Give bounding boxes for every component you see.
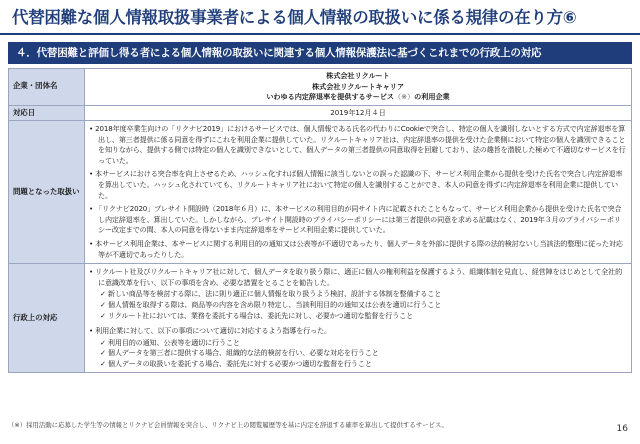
issue-paragraph: • 本サービスにおける突合率を向上させるため、ハッシュ化すれば個人情報に該当しないとの誤った認識の下、サービス利用企業から提供を受けた氏名で突合し内定辞退率を算出していた。ハッシュ化されていても、リクルートキャリア社において特定の個人を識別することができ、本人の同意を得ずに内定辞退率を利用企業に提供していた。 — [89, 169, 623, 200]
page-number: 16 — [616, 424, 628, 434]
page-title: 代替困難な個人情報取扱事業者による個人情報の取扱いに係る規律の在り方⑥ — [12, 8, 577, 27]
table-row — [9, 69, 632, 106]
actions-cell — [85, 264, 632, 372]
action-item: ✓ 利用目的の通知、公表等を適切に行うこと — [100, 337, 240, 347]
section-heading: ４．代替困難と評価し得る者による個人情報の取扱いに関連する個人情報保護法に基づくこれまでの行政上の対応 — [8, 42, 632, 64]
footnote: （※）採用活動に応募した学生等の情報とリクナビ会員情報を突合し、リクナビ上の閲覧履歴等を基に内定を辞退する確率を算出して提供するサービス。 — [8, 421, 448, 429]
action-item: ✓ リクルート社においては、業務を委託する場合は、委託先に対し、必要かつ適切な監督を行うこと — [100, 310, 414, 320]
action-intro-2: • 利用企業に対して、以下の事項について適切に対応するよう指導を行った。 — [89, 326, 331, 336]
table-row — [9, 264, 632, 372]
issues-cell — [85, 121, 632, 264]
table-row — [9, 105, 632, 121]
row-label-date: 対応日 — [9, 105, 85, 121]
company-name-2: 株式会社リクルートキャリア — [312, 81, 404, 91]
company-name-1: 株式会社リクルート — [326, 71, 390, 80]
company-name-3: いわゆる内定辞退率を提供するサービス（※）の利用企業 — [266, 92, 450, 101]
action-item: ✓ 個人情報を取得する際は、商品等の内容を含め限り特定し、当該利用目的の通知又は公表を適切に行うこと — [100, 300, 442, 309]
title-divider — [0, 33, 640, 35]
company-cell — [85, 69, 632, 106]
action-item: ✓ 新しい商品等を検討する際に、法に則り適正に個人情報を取り扱うよう検討、設計する体制を整備すること — [100, 289, 442, 299]
action-item: ✓ 個人データの取扱いを委託する場合、委託先に対する必要かつ適切な監督を行うこと — [100, 358, 372, 368]
issue-paragraph: • 「リクナビ2020」プレサイト開設時（2018年６月）に、本サービスの利用目的が同サイト内に記載されたこともなって、サービス利用企業から提供を受けた氏名で突合し内定辞退率を、算出していた。しかしながら、プレサイト開設時のプライバシーポリシーには第三者提供の同意を求める記載はなく、2019年３月のプライバシーポリシー改定までの間、本人の同意を得ないまま内定辞退率をサービス利用企業に提供していた。 — [89, 204, 622, 235]
issue-paragraph: • 本サービス利用企業は、本サービスに関する利用目的の通知又は公表等が不適切であったり、個人データを外部に提供する際の法的検討ないし当該法的整理に従った対応等が不適切であったりした。 — [89, 239, 623, 259]
issue-paragraph: • 2018年度卒業生向けの「リクナビ2019」におけるサービスでは、個人情報である氏名の代わりにCookieで突合し、特定の個人を識別しないとする方式で内定辞退率を算出し、第三者提供に係る同意を得ずにこれを利用企業に提供していた。リクルートキャリア社は、内定辞退率の提供を受けた企業側において特定の個人を識別できることを知りながら、提供する側では特定の個人を識別できないとして、個人データの第三者提供の同意取得を回避しており、法の趣旨を潜脱した極めて不適切なサービスを行っていた。 — [89, 124, 626, 165]
action-item: ✓ 個人データを第三者に提供する場合、組織的な法的検討を行い、必要な対応を行うこと — [100, 348, 379, 358]
date-value: 2019年12月４日 — [85, 105, 632, 121]
row-label-company: 企業・団体名 — [9, 69, 85, 106]
info-table — [8, 68, 632, 373]
row-label-issues: 問題となった取扱い — [9, 121, 85, 264]
row-label-actions: 行政上の対応 — [9, 264, 85, 372]
table-row — [9, 121, 632, 264]
action-intro: • リクルート社及びリクルートキャリア社に対して、個人データを取り扱う際に、適正に個人の権利利益を保護するよう、組織体制を見直し、経営陣をはじめとして全社的に意識改革を行い、以下の事項を含め、必要な措置をとることを勧告した。 — [89, 267, 623, 287]
